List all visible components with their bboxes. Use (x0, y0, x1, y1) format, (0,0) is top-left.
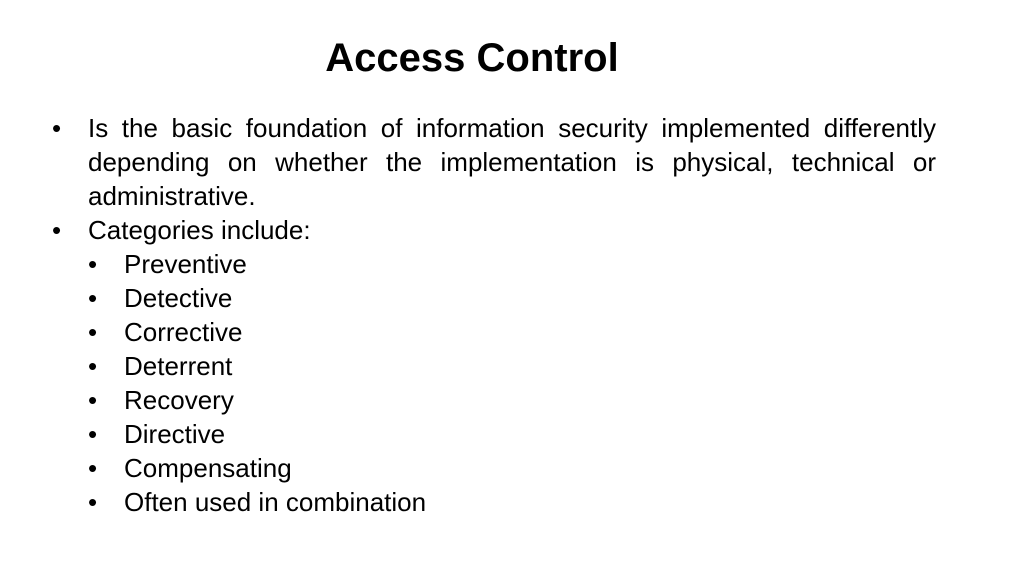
category-item-directive (88, 417, 936, 451)
bullet-list (52, 111, 936, 519)
category-item-recovery (88, 383, 936, 417)
category-label: Preventive (124, 249, 247, 279)
bullet-icon: • (88, 317, 98, 347)
category-item-corrective (88, 315, 936, 349)
category-item-compensating (88, 451, 936, 485)
bullet-icon: • (52, 113, 62, 143)
bullet-icon: • (88, 351, 98, 381)
category-label: Directive (124, 419, 226, 449)
bullet-icon: • (88, 249, 98, 279)
bullet-text: Is the basic foundation of information security implemented differently depending on whether the implementation is physical, technical or administrative. (88, 113, 936, 211)
category-label: Often used in combination (124, 487, 427, 517)
category-label: Detective (124, 283, 233, 313)
bullet-text: Categories include: (88, 215, 311, 245)
bullet-icon: • (52, 215, 62, 245)
category-label: Compensating (124, 453, 292, 483)
category-label: Deterrent (124, 351, 233, 381)
bullet-icon: • (88, 419, 98, 449)
bullet-icon: • (88, 385, 98, 415)
bullet-item-categories (52, 213, 936, 247)
category-item-combination-note (88, 485, 936, 519)
category-item-detective (88, 281, 936, 315)
category-item-deterrent (88, 349, 936, 383)
bullet-item-foundation (52, 111, 936, 213)
category-label: Corrective (124, 317, 243, 347)
category-item-preventive (88, 247, 936, 281)
bullet-icon: • (88, 487, 98, 517)
bullet-icon: • (88, 453, 98, 483)
bullet-icon: • (88, 283, 98, 313)
category-label: Recovery (124, 385, 234, 415)
category-sublist (88, 247, 936, 519)
slide-title: Access Control (325, 36, 619, 80)
